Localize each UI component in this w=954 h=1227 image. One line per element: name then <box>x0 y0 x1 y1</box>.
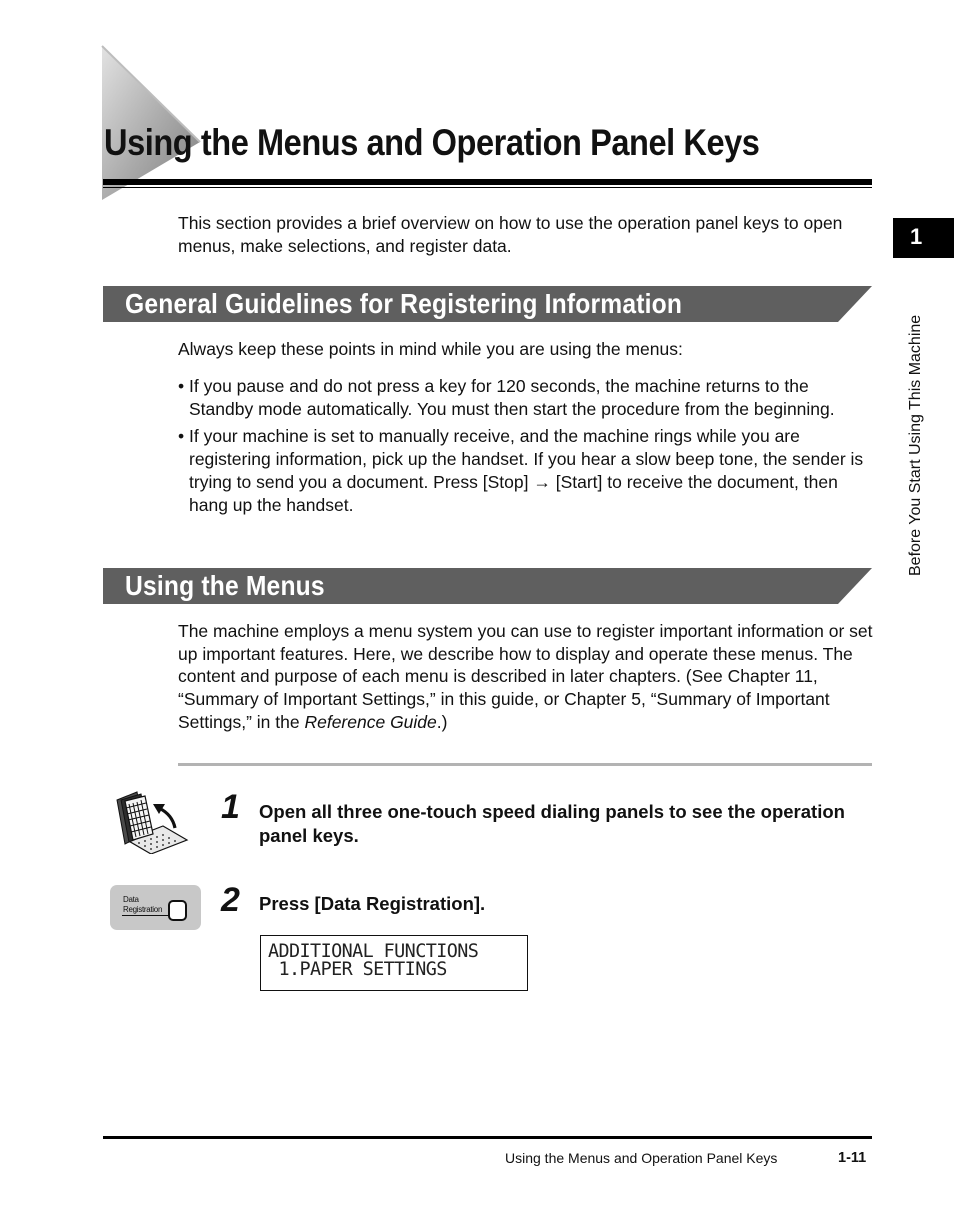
list-item-text: If your machine is set to manually receive, and the machine rings while you are registering information, pick up the handset. If you hear a slow beep tone, the sender is trying to send you a document. Press [Stop] → [Start] to receive the document, then hang up the handset. <box>189 426 864 515</box>
one-touch-panel-open-icon <box>113 788 189 859</box>
step-number: 2 <box>221 881 240 919</box>
using-menus-text-part1: The machine employs a menu system you can use to register important information or set up important features. Here, we describe how to display and operate these menus. The content and purpose of each menu is described in later chapters. (See Chapter 11, “Summary of Important Settings,” in this guide, or Chapter 5, “Summary of Important Settings,” in the <box>178 621 873 732</box>
lcd-line: 1.PAPER SETTINGS <box>268 958 447 980</box>
chapter-tab <box>893 218 954 258</box>
title-rule-thin <box>103 187 872 188</box>
guidelines-list <box>178 375 868 521</box>
using-menus-text-part2: .) <box>436 711 448 732</box>
key-button-icon <box>168 900 187 921</box>
list-item <box>178 425 868 516</box>
intro-paragraph: This section provides a brief overview on how to use the operation panel keys to open menus, make selections, and register data. <box>178 213 843 256</box>
reference-guide-title: Reference Guide <box>304 711 437 732</box>
list-item <box>178 375 868 420</box>
key-label-underline <box>122 915 168 916</box>
page-title: Using the Menus and Operation Panel Keys <box>104 122 760 163</box>
guidelines-intro: Always keep these points in mind while you are using the menus: <box>178 339 683 359</box>
step-number: 1 <box>221 788 240 826</box>
chapter-number: 1 <box>910 224 923 249</box>
steps-divider <box>178 763 872 766</box>
section-bar-guidelines <box>103 286 872 322</box>
step-instruction: Open all three one-touch speed dialing panels to see the operation panel keys. <box>259 801 845 846</box>
lcd-line: ADDITIONAL FUNCTIONS <box>268 940 479 962</box>
chapter-caption: Before You Start Using This Machine <box>907 314 924 576</box>
bullet-icon: • <box>178 426 185 447</box>
footer-title: Using the Menus and Operation Panel Keys <box>505 1150 778 1166</box>
section-title-guidelines: General Guidelines for Registering Information <box>125 288 683 319</box>
title-rule <box>103 179 872 185</box>
page-number: 1-11 <box>838 1150 867 1166</box>
section-bar-using-menus <box>103 568 872 604</box>
step-instruction: Press [Data Registration]. <box>259 893 486 914</box>
lcd-display <box>260 935 528 991</box>
key-label-line1: Data <box>123 895 139 904</box>
data-registration-key-illustration <box>110 885 201 930</box>
using-menus-paragraph <box>178 620 873 734</box>
section-title-using-menus: Using the Menus <box>125 570 325 601</box>
key-label-line2: Registration <box>123 905 163 914</box>
footer-rule <box>103 1136 872 1139</box>
bullet-icon: • <box>178 376 185 396</box>
list-item-text: If you pause and do not press a key for 120 seconds, the machine returns to the Standby mode automatically. You must then start the procedure from the beginning. <box>189 376 835 419</box>
